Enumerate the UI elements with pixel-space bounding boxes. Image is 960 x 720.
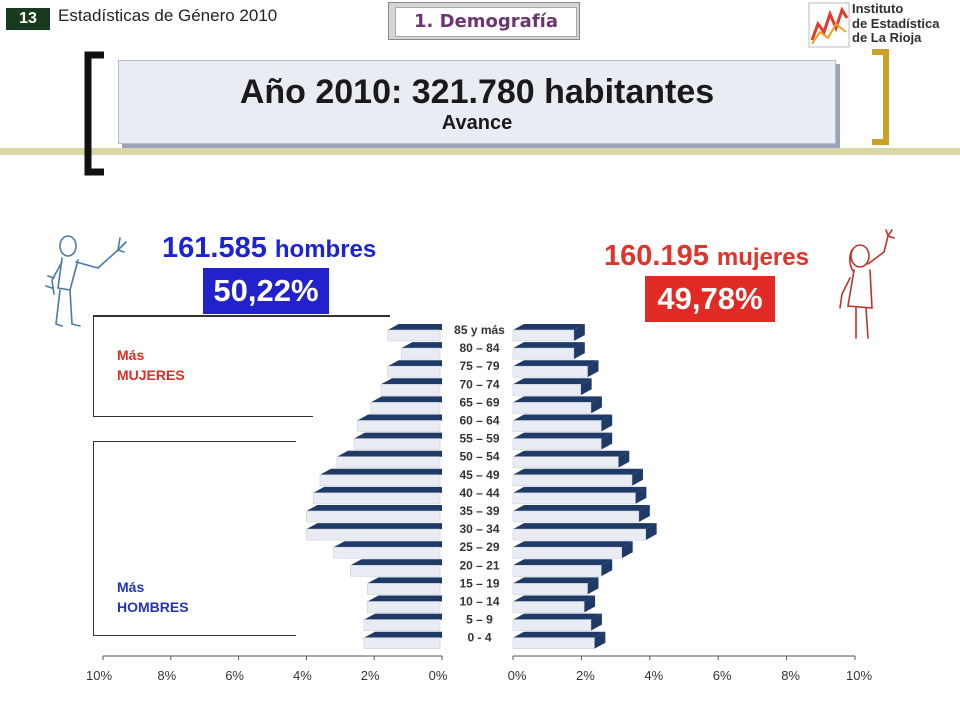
men-count-label: hombres xyxy=(274,236,377,263)
right-axis-tick-label: 6% xyxy=(712,668,732,683)
section-tab-label: 1. Demografía xyxy=(395,7,577,37)
men-bar xyxy=(364,614,442,631)
right-axis-tick-label: 4% xyxy=(644,668,664,683)
men-count-value: 161.585 xyxy=(162,232,267,264)
men-bars xyxy=(306,324,442,649)
women-bar xyxy=(513,559,612,576)
women-bar xyxy=(513,614,602,631)
more-men-line-2: HOMBRES xyxy=(117,599,189,615)
axes xyxy=(86,656,872,683)
age-label: 20 – 21 xyxy=(459,558,500,573)
women-bar xyxy=(513,433,612,450)
age-label: 80 – 84 xyxy=(459,341,500,356)
age-label: 30 – 34 xyxy=(459,522,500,537)
women-bar xyxy=(513,523,657,540)
age-label: 60 – 64 xyxy=(459,413,500,428)
men-bar xyxy=(367,596,442,613)
women-bar xyxy=(513,541,633,558)
men-bar xyxy=(306,523,442,540)
men-bar xyxy=(388,324,442,341)
men-bar xyxy=(364,632,442,649)
women-bar xyxy=(513,342,585,359)
women-bar xyxy=(513,451,629,468)
women-bar xyxy=(513,378,592,395)
age-label: 25 – 29 xyxy=(459,540,500,555)
page-title: Año 2010: 321.780 habitantes xyxy=(239,73,715,111)
age-label: 55 – 59 xyxy=(459,431,500,446)
age-label: 35 – 39 xyxy=(459,504,500,518)
women-bar xyxy=(513,487,646,504)
left-axis-tick-label: 0% xyxy=(428,668,448,683)
women-bar xyxy=(513,415,612,432)
men-bar xyxy=(357,415,442,432)
age-label: 10 – 14 xyxy=(459,594,500,609)
left-axis-tick-label: 2% xyxy=(360,668,380,683)
age-label: 70 – 74 xyxy=(459,377,500,392)
age-label: 75 – 79 xyxy=(459,359,500,374)
men-bar xyxy=(334,541,442,558)
women-bar xyxy=(513,360,599,377)
more-women-line-2: MUJERES xyxy=(117,367,185,383)
women-bar xyxy=(513,469,643,486)
age-label: 65 – 69 xyxy=(459,395,500,410)
right-axis-tick-label: 0% xyxy=(507,668,527,683)
more-men-line-1: Más xyxy=(117,579,145,595)
women-bar xyxy=(513,596,595,613)
right-axis-tick-label: 10% xyxy=(845,668,873,683)
logo-line-1: Instituto xyxy=(852,1,904,16)
left-axis-tick-label: 6% xyxy=(225,668,244,683)
left-axis-tick-label: 8% xyxy=(157,668,177,683)
men-percent-badge: 50,22% xyxy=(203,268,329,314)
men-bar xyxy=(367,577,442,594)
women-bar xyxy=(513,396,602,413)
right-axis-tick-label: 2% xyxy=(576,668,595,683)
men-bar xyxy=(381,378,442,395)
page-subtitle: Avance xyxy=(441,112,513,134)
age-label: 45 – 49 xyxy=(459,467,500,482)
men-bar xyxy=(337,451,442,468)
women-bar xyxy=(513,577,599,594)
left-axis-tick-label: 10% xyxy=(85,668,113,683)
men-bar xyxy=(354,433,442,450)
logo-line-3: de La Rioja xyxy=(852,30,922,45)
age-label: 50 – 54 xyxy=(459,449,500,464)
women-bar xyxy=(513,324,585,341)
age-label: 40 – 44 xyxy=(459,485,500,500)
age-labels xyxy=(454,323,505,645)
men-bar xyxy=(350,559,442,576)
women-count-value: 160.195 xyxy=(604,240,709,272)
right-axis-tick-label: 8% xyxy=(781,668,800,683)
women-bars xyxy=(513,324,657,649)
left-axis-tick-label: 4% xyxy=(293,668,312,683)
age-label: 0 - 4 xyxy=(467,630,492,645)
age-label: 85 y más xyxy=(454,323,505,337)
men-bar xyxy=(320,469,442,486)
page-number-badge: 13 xyxy=(6,8,50,30)
men-bar xyxy=(388,360,442,377)
more-women-line-1: Más xyxy=(117,347,145,363)
age-label: 15 – 19 xyxy=(459,576,500,591)
men-bar xyxy=(371,396,442,413)
header-title: Estadísticas de Género 2010 xyxy=(58,6,278,25)
women-percent-badge: 49,78% xyxy=(645,276,775,322)
women-count-label: mujeres xyxy=(716,244,809,271)
logo-line-2: de Estadística xyxy=(852,15,940,31)
men-bar xyxy=(306,505,442,522)
women-bar xyxy=(513,505,650,522)
women-bar xyxy=(513,632,605,649)
men-bar xyxy=(401,342,442,359)
age-label: 5 – 9 xyxy=(466,612,493,627)
men-bar xyxy=(313,487,442,504)
